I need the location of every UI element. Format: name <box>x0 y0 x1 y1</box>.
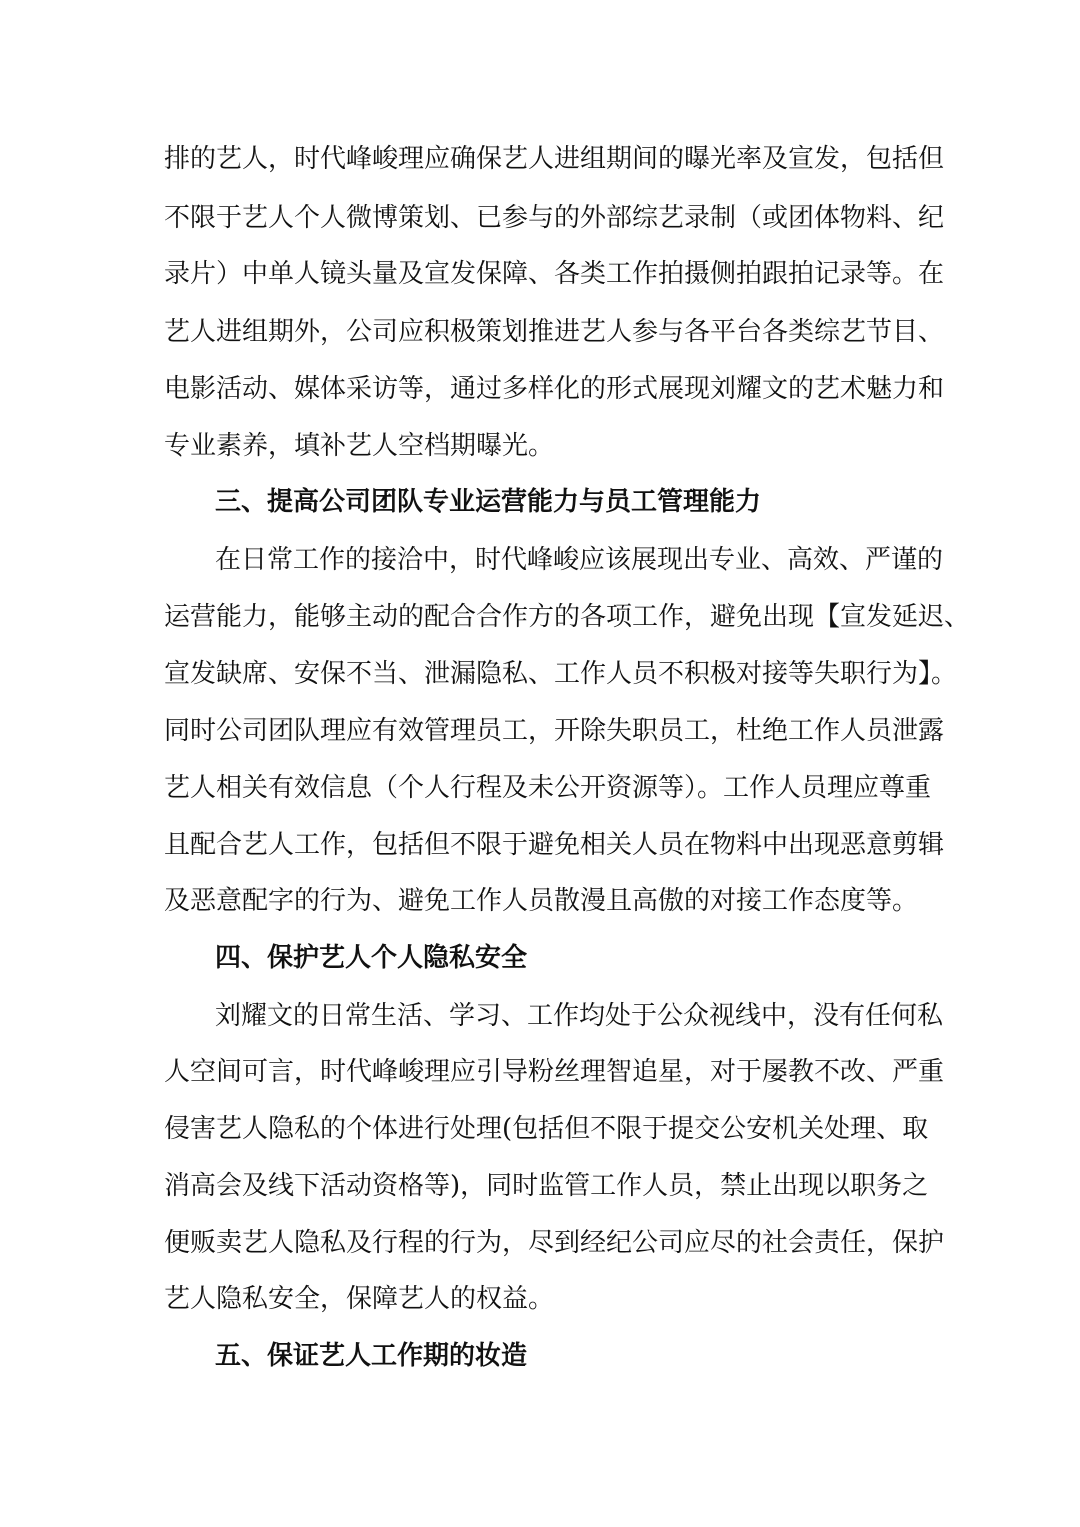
section-heading: 四、保护艺人个人隐私安全 <box>215 943 528 973</box>
paragraph-line: 刘耀文的日常生活、学习、工作均处于公众视线中，没有任何私 <box>215 1001 944 1031</box>
paragraph-line: 同时公司团队理应有效管理员工，开除失职员工，杜绝工作人员泄露 <box>164 716 945 746</box>
paragraph-line: 消高会及线下活动资格等)，同时监管工作人员，禁止出现以职务之 <box>164 1171 929 1201</box>
paragraph-line: 不限于艺人个人微博策划、已参与的外部综艺录制（或团体物料、纪 <box>164 203 945 233</box>
paragraph-line: 人空间可言，时代峰峻理应引导粉丝理智追星，对于屡教不改、严重 <box>164 1057 945 1087</box>
paragraph-line: 专业素养，填补艺人空档期曝光。 <box>164 431 555 461</box>
paragraph-line: 宣发缺席、安保不当、泄漏隐私、工作人员不积极对接等失职行为】。 <box>164 659 958 689</box>
section-heading: 三、提高公司团队专业运营能力与员工管理能力 <box>215 487 762 517</box>
paragraph-line: 及恶意配字的行为、避免工作人员散漫且高傲的对接工作态度等。 <box>164 886 919 916</box>
paragraph-line: 运营能力，能够主动的配合合作方的各项工作，避免出现【宣发延迟、 <box>164 602 971 632</box>
paragraph-line: 便贩卖艺人隐私及行程的行为，尽到经纪公司应尽的社会责任，保护 <box>164 1228 945 1258</box>
paragraph-line: 在日常工作的接洽中，时代峰峻应该展现出专业、高效、严谨的 <box>215 545 944 575</box>
section-heading: 五、保证艺人工作期的妆造 <box>215 1341 528 1371</box>
paragraph-line: 侵害艺人隐私的个体进行处理(包括但不限于提交公安机关处理、取 <box>164 1114 929 1144</box>
paragraph-line: 录片）中单人镜头量及宣发保障、各类工作拍摄侧拍跟拍记录等。在 <box>164 259 945 289</box>
paragraph-line: 电影活动、媒体采访等，通过多样化的形式展现刘耀文的艺术魅力和 <box>164 374 945 404</box>
paragraph-line: 艺人进组期外，公司应积极策划推进艺人参与各平台各类综艺节目、 <box>164 317 945 347</box>
paragraph-line: 排的艺人，时代峰峻理应确保艺人进组期间的曝光率及宣发，包括但 <box>164 144 945 174</box>
paragraph-line: 艺人相关有效信息（个人行程及未公开资源等）。工作人员理应尊重 <box>164 773 932 803</box>
paragraph-line: 且配合艺人工作，包括但不限于避免相关人员在物料中出现恶意剪辑 <box>164 830 945 860</box>
paragraph-line: 艺人隐私安全，保障艺人的权益。 <box>164 1284 555 1314</box>
